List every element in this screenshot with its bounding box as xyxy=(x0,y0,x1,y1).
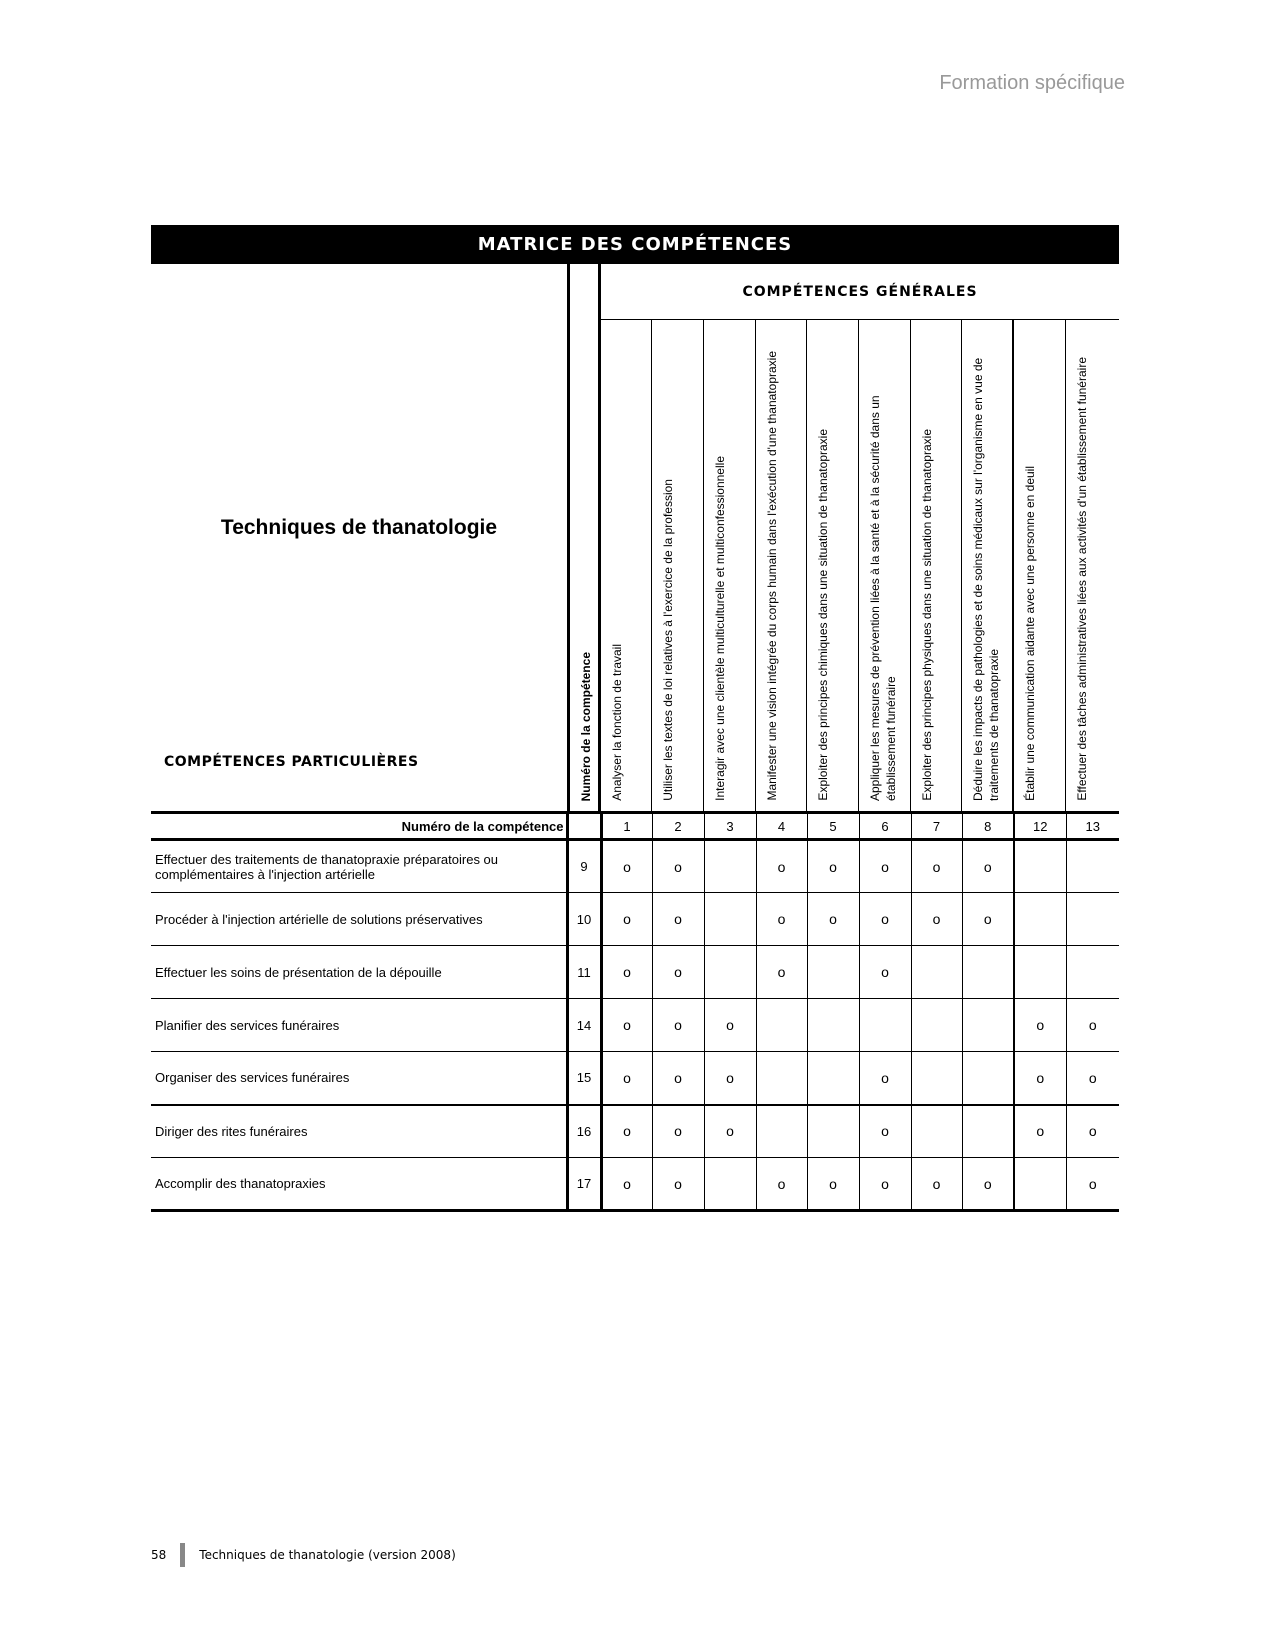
mark-circle-icon: o xyxy=(777,858,786,875)
matrix-cell xyxy=(652,1052,704,1105)
matrix-cell xyxy=(704,1105,756,1158)
number-column-header xyxy=(567,264,601,811)
program-title: Techniques de thanatologie xyxy=(220,516,498,539)
matrix-cell xyxy=(756,1158,807,1211)
general-competency-header xyxy=(756,320,807,811)
mark-circle-icon: o xyxy=(1036,1017,1045,1033)
matrix-cell xyxy=(807,999,859,1052)
general-competency-number: 2 xyxy=(652,813,704,840)
matrix-cell xyxy=(1066,999,1119,1052)
mark-circle-icon: o xyxy=(983,1175,992,1192)
general-competency-label: Exploiter des principes physiques dans une situation de thanatopraxie xyxy=(920,429,934,801)
mark-circle-icon: o xyxy=(881,1123,889,1140)
general-competency-header xyxy=(911,320,962,811)
general-competency-label: Appliquer les mesures de prévention liées à la santé et à la sécurité dans un établissement funéraire xyxy=(868,395,898,801)
matrix-cell xyxy=(756,893,807,946)
matrix-cell xyxy=(807,1105,859,1158)
matrix-cell xyxy=(962,1052,1014,1105)
table-row xyxy=(151,1052,1119,1105)
mark-circle-icon: o xyxy=(726,1017,734,1033)
matrix-cell xyxy=(1066,893,1119,946)
general-competency-label: Déduire les impacts de pathologies et de soins médicaux sur l'organisme en vue de traitements de thanatopraxie xyxy=(971,357,1001,801)
particular-competency-label: Planifier des services funéraires xyxy=(151,999,567,1052)
general-competency-number: 12 xyxy=(1014,813,1066,840)
matrix-cell xyxy=(704,946,756,999)
matrix-cell xyxy=(859,946,911,999)
particular-competency-label: Procéder à l'injection artérielle de solutions préservatives xyxy=(151,893,567,946)
mark-circle-icon: o xyxy=(932,1175,941,1192)
matrix-cell xyxy=(962,946,1014,999)
particular-competencies-label: COMPÉTENCES PARTICULIÈRES xyxy=(164,754,419,770)
mark-circle-icon: o xyxy=(932,858,941,875)
general-competency-header xyxy=(601,320,652,811)
matrix-cell xyxy=(704,1052,756,1105)
particular-competency-number: 14 xyxy=(567,999,601,1052)
matrix-cell xyxy=(704,893,756,946)
mark-circle-icon: o xyxy=(726,1123,734,1140)
empty-cell xyxy=(567,813,601,840)
matrix-cell xyxy=(807,1052,859,1105)
mark-circle-icon: o xyxy=(726,1069,734,1086)
mark-circle-icon: o xyxy=(777,964,786,980)
matrix-cell xyxy=(756,999,807,1052)
mark-circle-icon: o xyxy=(623,964,631,980)
matrix-cell xyxy=(962,840,1014,893)
particular-competency-number: 15 xyxy=(567,1052,601,1105)
matrix-cell xyxy=(704,1158,756,1211)
mark-circle-icon: o xyxy=(983,911,992,927)
particular-competency-label: Effectuer les soins de présentation de la dépouille xyxy=(151,946,567,999)
general-competency-header xyxy=(859,320,911,811)
matrix-cell xyxy=(859,999,911,1052)
matrix-cell xyxy=(652,840,704,893)
matrix-cell xyxy=(652,893,704,946)
number-header: Numéro de la compétence xyxy=(579,651,593,801)
matrix-cell xyxy=(1014,999,1066,1052)
general-competency-number: 8 xyxy=(962,813,1014,840)
mark-circle-icon: o xyxy=(777,911,786,927)
number-row xyxy=(151,813,1119,840)
general-competency-label: Exploiter des principes chimiques dans une situation de thanatopraxie xyxy=(816,429,830,801)
mark-circle-icon: o xyxy=(1088,1123,1097,1140)
mark-circle-icon: o xyxy=(1036,1069,1045,1086)
particular-competency-label: Diriger des rites funéraires xyxy=(151,1105,567,1158)
general-competency-number: 5 xyxy=(807,813,859,840)
matrix-cell xyxy=(601,893,652,946)
particular-competency-label: Accomplir des thanatopraxies xyxy=(151,1158,567,1211)
matrix-banner: MATRICE DES COMPÉTENCES xyxy=(151,225,1119,264)
mark-circle-icon: o xyxy=(932,911,941,927)
page-number: 58 xyxy=(151,1548,167,1562)
matrix-cell xyxy=(704,840,756,893)
matrix-cell xyxy=(601,1158,652,1211)
general-competency-headers xyxy=(601,320,1119,811)
matrix-cell xyxy=(962,999,1014,1052)
matrix-cell xyxy=(962,1158,1014,1211)
matrix-cell xyxy=(1014,1052,1066,1105)
general-competency-header xyxy=(704,320,756,811)
particular-competency-label: Effectuer des traitements de thanatopraxie préparatoires ou complémentaires à l'injection artérielle xyxy=(151,840,567,893)
table-row xyxy=(151,1158,1119,1211)
mark-circle-icon: o xyxy=(674,964,682,980)
mark-circle-icon: o xyxy=(1088,1175,1097,1192)
matrix-cell xyxy=(807,893,859,946)
particular-competency-number: 17 xyxy=(567,1158,601,1211)
matrix-cell xyxy=(911,893,962,946)
mark-circle-icon: o xyxy=(623,1175,631,1192)
matrix-cell xyxy=(756,1105,807,1158)
general-competency-number: 7 xyxy=(911,813,962,840)
matrix-cell xyxy=(911,840,962,893)
matrix-cell xyxy=(652,946,704,999)
general-competency-label: Analyser la fonction de travail xyxy=(610,644,624,801)
matrix-cell xyxy=(1014,840,1066,893)
mark-circle-icon: o xyxy=(623,1123,631,1140)
mark-circle-icon: o xyxy=(674,858,682,875)
program-cell xyxy=(151,264,567,811)
matrix-cell xyxy=(601,999,652,1052)
mark-circle-icon: o xyxy=(623,1017,631,1033)
matrix-cell xyxy=(1014,946,1066,999)
matrix-cell xyxy=(1066,840,1119,893)
matrix-cell xyxy=(859,893,911,946)
matrix-cell xyxy=(1066,1158,1119,1211)
mark-circle-icon: o xyxy=(1036,1123,1045,1140)
matrix-cell xyxy=(601,840,652,893)
matrix-cell xyxy=(911,946,962,999)
mark-circle-icon: o xyxy=(881,858,889,875)
general-competency-header xyxy=(962,320,1014,811)
mark-circle-icon: o xyxy=(674,1017,682,1033)
mark-circle-icon: o xyxy=(623,858,631,875)
general-competency-header xyxy=(1066,320,1119,811)
matrix-cell xyxy=(807,1158,859,1211)
matrix-cell xyxy=(601,1052,652,1105)
matrix-cell xyxy=(859,1105,911,1158)
mark-circle-icon: o xyxy=(674,1175,682,1192)
matrix-cell xyxy=(911,1105,962,1158)
mark-circle-icon: o xyxy=(881,964,889,980)
general-competency-header xyxy=(807,320,859,811)
matrix-cell xyxy=(704,999,756,1052)
table-row xyxy=(151,946,1119,999)
general-competency-label: Établir une communication aidante avec une personne en deuil xyxy=(1023,466,1037,801)
mark-circle-icon: o xyxy=(623,911,631,927)
mark-circle-icon: o xyxy=(1088,1069,1097,1086)
particular-competency-number: 16 xyxy=(567,1105,601,1158)
matrix-cell xyxy=(962,1105,1014,1158)
matrix-cell xyxy=(756,840,807,893)
matrix-cell xyxy=(859,1052,911,1105)
matrix-cell xyxy=(601,946,652,999)
matrix-cell xyxy=(601,1105,652,1158)
general-competencies-label: COMPÉTENCES GÉNÉRALES xyxy=(601,264,1119,320)
general-competency-number: 1 xyxy=(601,813,652,840)
table-row xyxy=(151,840,1119,893)
matrix-cell xyxy=(911,999,962,1052)
general-competency-label: Manifester une vision intégrée du corps humain dans l'exécution d'une thanatopraxie xyxy=(765,351,779,801)
general-competency-number: 4 xyxy=(756,813,807,840)
general-competency-number: 6 xyxy=(859,813,911,840)
row-number-label: Numéro de la compétence xyxy=(151,813,567,840)
competency-matrix xyxy=(151,811,1119,1212)
general-competency-label: Interagir avec une clientèle multiculturelle et multiconfessionnelle xyxy=(713,456,727,801)
matrix-cell xyxy=(911,1052,962,1105)
matrix-cell xyxy=(1066,1052,1119,1105)
mark-circle-icon: o xyxy=(674,911,682,927)
footer-title: Techniques de thanatologie (version 2008) xyxy=(199,1548,456,1562)
footer-divider xyxy=(180,1543,185,1567)
general-competency-header xyxy=(1014,320,1066,811)
table-row xyxy=(151,1105,1119,1158)
mark-circle-icon: o xyxy=(674,1069,682,1086)
mark-circle-icon: o xyxy=(829,911,837,927)
matrix-cell xyxy=(652,1158,704,1211)
running-head: Formation spécifique xyxy=(939,72,1125,94)
mark-circle-icon: o xyxy=(983,858,992,875)
general-competency-number: 3 xyxy=(704,813,756,840)
matrix-cell xyxy=(756,1052,807,1105)
matrix-cell xyxy=(756,946,807,999)
mark-circle-icon: o xyxy=(674,1123,682,1140)
general-competency-header xyxy=(652,320,704,811)
table-row xyxy=(151,893,1119,946)
mark-circle-icon: o xyxy=(829,1175,837,1192)
particular-competency-number: 9 xyxy=(567,840,601,893)
footer xyxy=(151,1543,456,1567)
mark-circle-icon: o xyxy=(881,1175,889,1192)
matrix-cell xyxy=(1014,1158,1066,1211)
mark-circle-icon: o xyxy=(881,1069,889,1086)
matrix-cell xyxy=(807,840,859,893)
mark-circle-icon: o xyxy=(881,911,889,927)
particular-competency-number: 11 xyxy=(567,946,601,999)
particular-competency-label: Organiser des services funéraires xyxy=(151,1052,567,1105)
mark-circle-icon: o xyxy=(829,858,837,875)
table-row xyxy=(151,999,1119,1052)
matrix-cell xyxy=(652,999,704,1052)
mark-circle-icon: o xyxy=(1088,1017,1097,1033)
general-competency-number: 13 xyxy=(1066,813,1119,840)
matrix-cell xyxy=(911,1158,962,1211)
general-competency-label: Effectuer des tâches administratives liées aux activités d'un établissement funéraire xyxy=(1075,357,1089,801)
matrix-cell xyxy=(1014,1105,1066,1158)
matrix-cell xyxy=(1066,1105,1119,1158)
general-competency-label: Utiliser les textes de loi relatives à l'exercice de la profession xyxy=(661,479,675,801)
matrix-cell xyxy=(859,840,911,893)
matrix-cell xyxy=(1066,946,1119,999)
matrix-cell xyxy=(652,1105,704,1158)
matrix-cell xyxy=(859,1158,911,1211)
mark-circle-icon: o xyxy=(623,1069,631,1086)
matrix-cell xyxy=(962,893,1014,946)
mark-circle-icon: o xyxy=(777,1175,786,1192)
particular-competency-number: 10 xyxy=(567,893,601,946)
matrix-cell xyxy=(807,946,859,999)
matrix-cell xyxy=(1014,893,1066,946)
